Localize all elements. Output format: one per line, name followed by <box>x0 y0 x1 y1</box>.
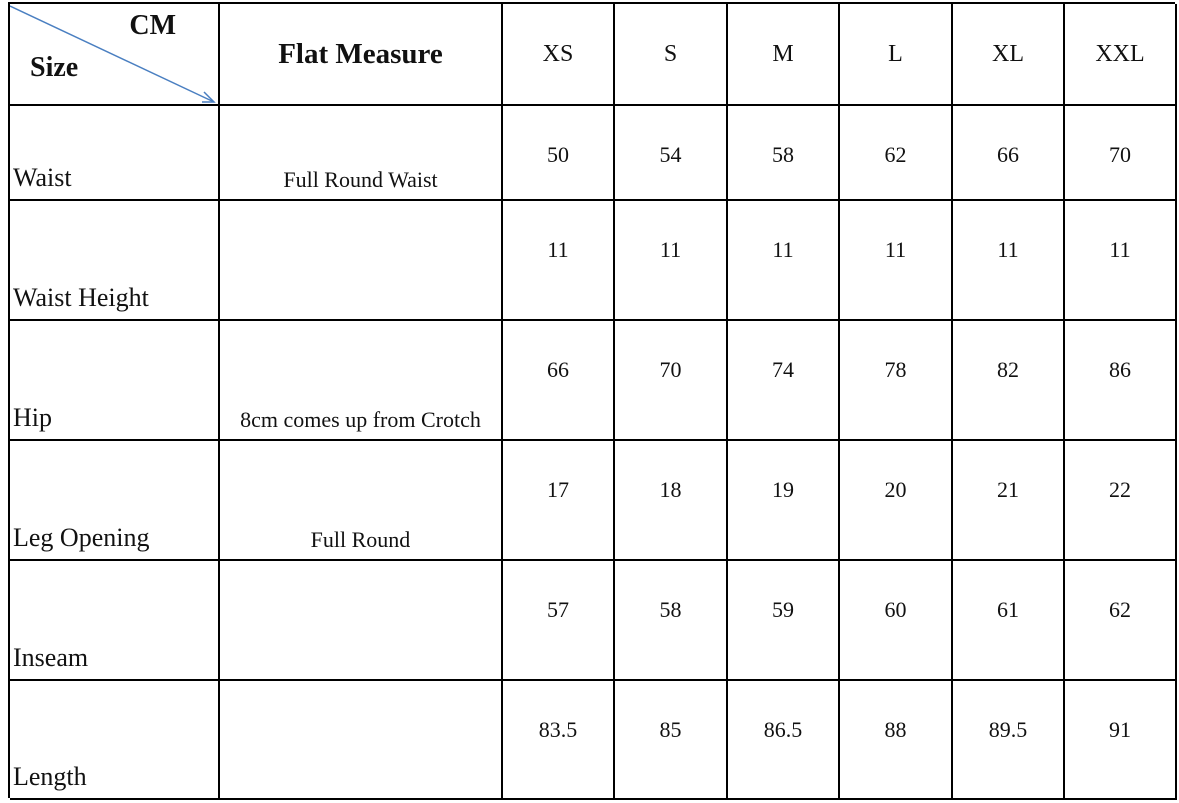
size-header-xl: XL <box>953 4 1065 106</box>
flat-measure-header: Flat Measure <box>220 4 503 106</box>
row-label: Length <box>10 681 220 800</box>
size-header-xxl: XXL <box>1065 4 1177 106</box>
row-label: Inseam <box>10 561 220 681</box>
value-cell: 70 <box>1065 106 1177 201</box>
value-cell: 57 <box>503 561 615 681</box>
size-header-xs: XS <box>503 4 615 106</box>
size-header-m: M <box>728 4 840 106</box>
value-cell: 11 <box>953 201 1065 321</box>
row-label: Leg Opening <box>10 441 220 561</box>
value-cell: 83.5 <box>503 681 615 800</box>
value-cell: 11 <box>840 201 953 321</box>
value-cell: 61 <box>953 561 1065 681</box>
measure-note <box>220 681 503 800</box>
value-cell: 22 <box>1065 441 1177 561</box>
value-cell: 11 <box>615 201 728 321</box>
value-cell: 91 <box>1065 681 1177 800</box>
value-cell: 11 <box>1065 201 1177 321</box>
value-cell: 50 <box>503 106 615 201</box>
value-cell: 66 <box>953 106 1065 201</box>
row-label: Hip <box>10 321 220 441</box>
measure-note: Full Round <box>220 441 503 561</box>
measure-note <box>220 201 503 321</box>
value-cell: 66 <box>503 321 615 441</box>
value-cell: 20 <box>840 441 953 561</box>
corner-header-cell <box>10 4 220 106</box>
value-cell: 85 <box>615 681 728 800</box>
value-cell: 17 <box>503 441 615 561</box>
value-cell: 21 <box>953 441 1065 561</box>
row-label: Waist <box>10 106 220 201</box>
value-cell: 82 <box>953 321 1065 441</box>
value-cell: 54 <box>615 106 728 201</box>
value-cell: 62 <box>1065 561 1177 681</box>
value-cell: 62 <box>840 106 953 201</box>
size-header-l: L <box>840 4 953 106</box>
unit-label: CM <box>129 10 176 41</box>
value-cell: 11 <box>503 201 615 321</box>
value-cell: 70 <box>615 321 728 441</box>
value-cell: 58 <box>615 561 728 681</box>
value-cell: 86.5 <box>728 681 840 800</box>
value-cell: 78 <box>840 321 953 441</box>
value-cell: 59 <box>728 561 840 681</box>
value-cell: 19 <box>728 441 840 561</box>
value-cell: 60 <box>840 561 953 681</box>
value-cell: 86 <box>1065 321 1177 441</box>
size-chart-table <box>8 2 1175 798</box>
measure-note: 8cm comes up from Crotch <box>220 321 503 441</box>
row-label: Waist Height <box>10 201 220 321</box>
value-cell: 11 <box>728 201 840 321</box>
value-cell: 89.5 <box>953 681 1065 800</box>
value-cell: 88 <box>840 681 953 800</box>
size-header-s: S <box>615 4 728 106</box>
measure-note: Full Round Waist <box>220 106 503 201</box>
measure-note <box>220 561 503 681</box>
size-label: Size <box>30 52 79 83</box>
value-cell: 18 <box>615 441 728 561</box>
value-cell: 58 <box>728 106 840 201</box>
value-cell: 74 <box>728 321 840 441</box>
